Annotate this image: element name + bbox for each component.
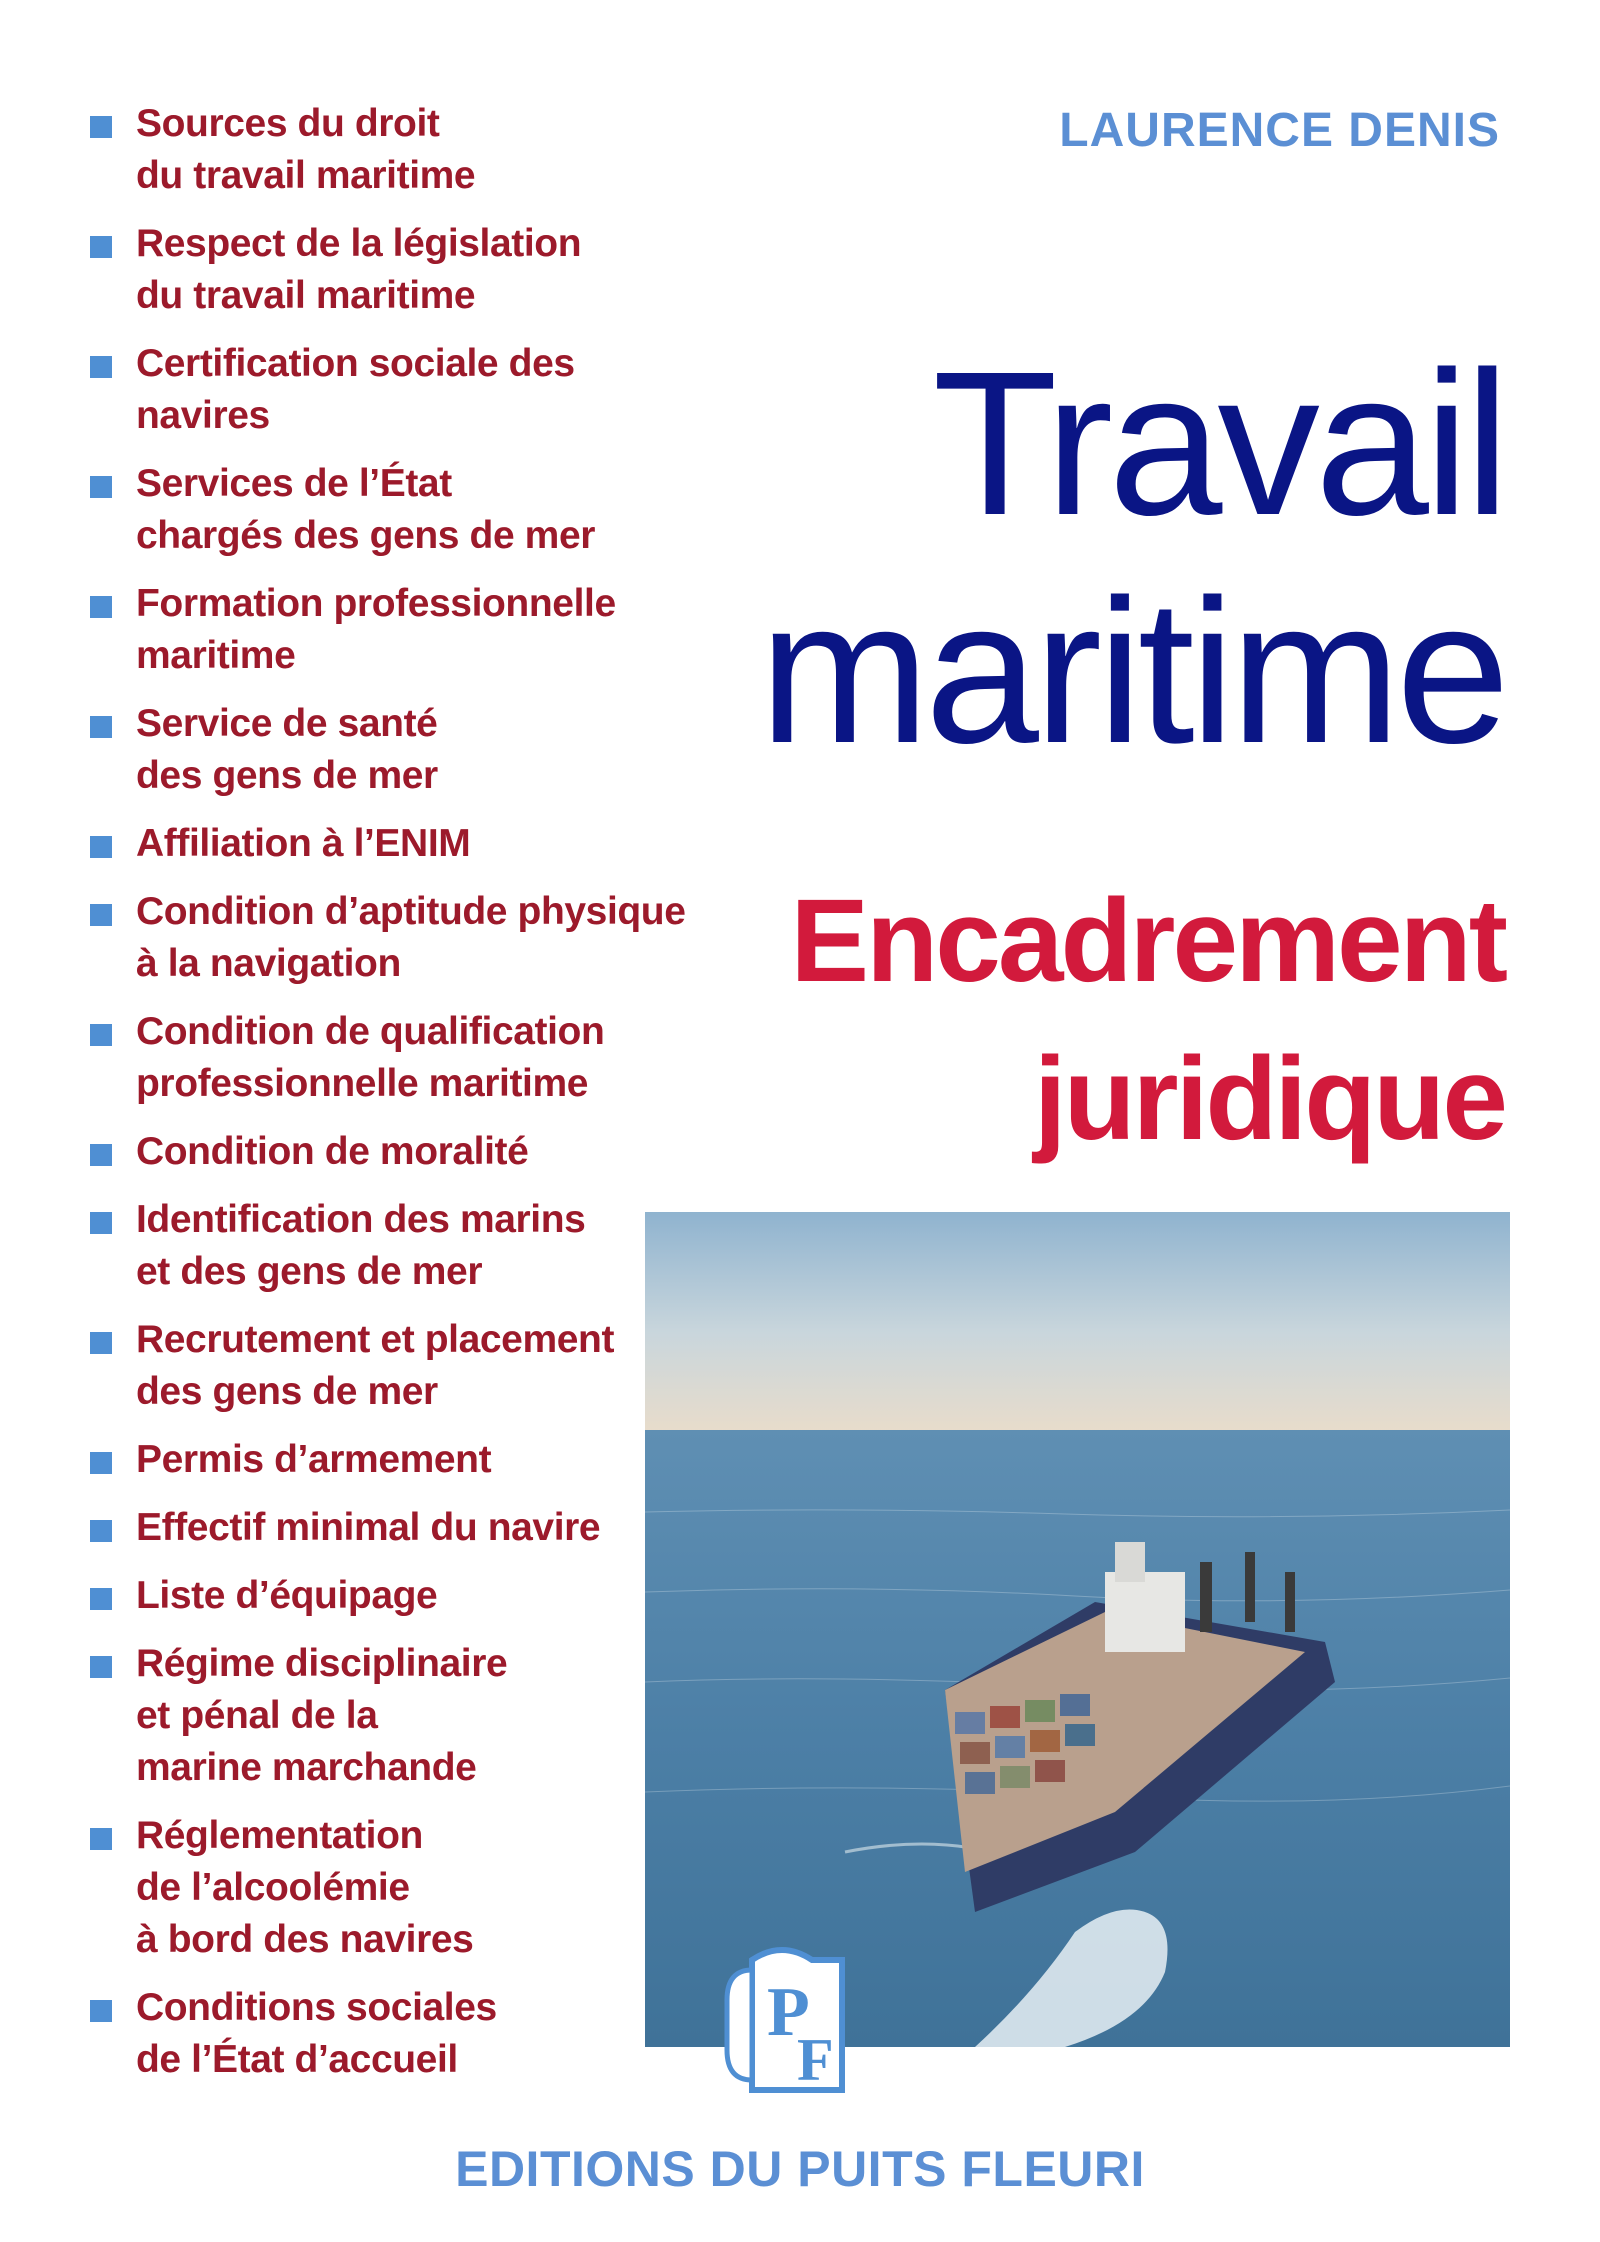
topic-line: Effectif minimal du navire (136, 1506, 601, 1549)
square-bullet-icon (90, 116, 112, 138)
topic-list (90, 98, 710, 2102)
topic-line: de l’alcoolémie (136, 1866, 410, 1909)
topic-item (90, 1314, 710, 1418)
topic-item (90, 818, 710, 870)
square-bullet-icon (90, 904, 112, 926)
square-bullet-icon (90, 1212, 112, 1234)
topic-line: Recrutement et placement (136, 1318, 615, 1361)
square-bullet-icon (90, 1828, 112, 1850)
topic-line: des gens de mer (136, 1370, 438, 1413)
topic-item (90, 458, 710, 562)
topic-line: maritime (136, 634, 296, 677)
topic-item (90, 698, 710, 802)
square-bullet-icon (90, 596, 112, 618)
topic-line: et pénal de la (136, 1694, 378, 1737)
topic-line: Service de santé (136, 702, 438, 745)
publisher-name: EDITIONS DU PUITS FLEURI (455, 2141, 1145, 2197)
topic-line: Identification des marins (136, 1198, 586, 1241)
square-bullet-icon (90, 1588, 112, 1610)
square-bullet-icon (90, 716, 112, 738)
square-bullet-icon (90, 1144, 112, 1166)
title-line: Travail (932, 329, 1505, 558)
topic-item (90, 1810, 710, 1966)
topic-line: Condition de qualification (136, 1010, 605, 1053)
topic-line: Services de l’État (136, 462, 452, 505)
square-bullet-icon (90, 1332, 112, 1354)
topic-item (90, 1006, 710, 1110)
topic-item (90, 1194, 710, 1298)
author-name: LAURENCE DENIS (1059, 104, 1500, 157)
topic-line: chargés des gens de mer (136, 514, 596, 557)
topic-item (90, 218, 710, 322)
topic-line: professionnelle maritime (136, 1062, 589, 1105)
logo-letter-p: P (767, 1974, 810, 2051)
topic-line: Affiliation à l’ENIM (136, 822, 471, 865)
ship-photo (645, 1212, 1510, 2047)
square-bullet-icon (90, 236, 112, 258)
square-bullet-icon (90, 1520, 112, 1542)
topic-line: Respect de la législation (136, 222, 582, 265)
topic-line: Permis d’armement (136, 1438, 492, 1481)
topic-line: Réglementation (136, 1814, 423, 1857)
topic-line: du travail maritime (136, 274, 476, 317)
square-bullet-icon (90, 476, 112, 498)
topic-line: Certification sociale des navires (136, 342, 575, 437)
book-subtitle (790, 862, 1505, 1178)
square-bullet-icon (90, 356, 112, 378)
topic-line: à la navigation (136, 942, 401, 985)
topic-line: Formation professionnelle (136, 582, 616, 625)
topic-line: et des gens de mer (136, 1250, 483, 1293)
topic-line: du travail maritime (136, 154, 476, 197)
topic-line: Liste d’équipage (136, 1574, 438, 1617)
title-line: maritime (759, 557, 1505, 786)
topic-item (90, 1502, 710, 1554)
square-bullet-icon (90, 1452, 112, 1474)
topic-item (90, 1434, 710, 1486)
topic-line: Condition de moralité (136, 1130, 529, 1173)
topic-item (90, 338, 710, 442)
topic-item (90, 578, 710, 682)
subtitle-line: Encadrement (790, 875, 1505, 1007)
publisher-logo (712, 1940, 897, 2100)
square-bullet-icon (90, 1024, 112, 1046)
topic-line: des gens de mer (136, 754, 438, 797)
topic-line: à bord des navires (136, 1918, 474, 1961)
topic-line: marine marchande (136, 1746, 477, 1789)
topic-line: Régime disciplinaire (136, 1642, 508, 1685)
subtitle-line: juridique (1033, 1033, 1505, 1165)
topic-item (90, 1982, 710, 2086)
topic-item (90, 98, 710, 202)
topic-line: de l’État d’accueil (136, 2038, 458, 2081)
topic-item (90, 1638, 710, 1794)
topic-line: Condition d’aptitude physique (136, 890, 686, 933)
topic-item (90, 886, 710, 990)
topic-line: Conditions sociales (136, 1986, 497, 2029)
topic-line: Sources du droit (136, 102, 440, 145)
topic-item (90, 1126, 710, 1178)
square-bullet-icon (90, 2000, 112, 2022)
square-bullet-icon (90, 836, 112, 858)
topic-item (90, 1570, 710, 1622)
square-bullet-icon (90, 1656, 112, 1678)
book-title (759, 330, 1505, 786)
logo-letter-f: F (797, 2027, 834, 2093)
